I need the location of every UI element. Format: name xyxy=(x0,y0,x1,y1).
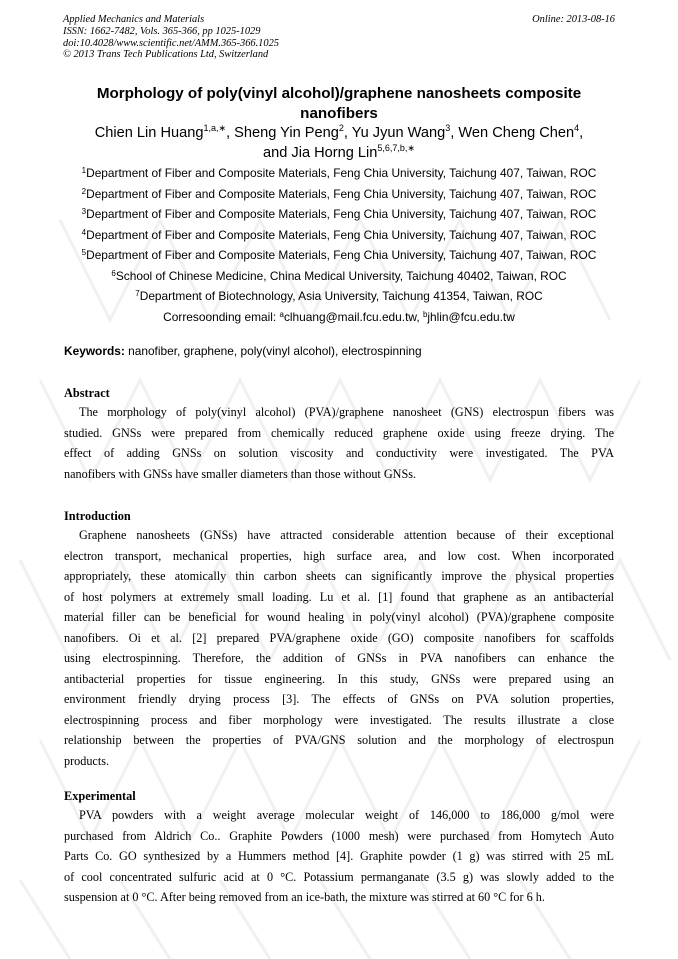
text-line: effect of adding GNSs on solution viscosity and conductivity were investigated. The PVA xyxy=(64,446,614,460)
text-line: Parts Co. GO synthesized by a Hummers method [4]. Graphite powder (1 g) was stirred with 25 mL xyxy=(64,849,614,863)
affiliation-text: Department of Biotechnology, Asia University, Taichung 41354, Taiwan, ROC xyxy=(139,289,543,303)
affiliation-text: Department of Fiber and Composite Materials, Feng Chia University, Taichung 407, Taiwan, ROC xyxy=(86,207,597,221)
affiliation xyxy=(64,286,614,307)
text-line: suspension at 0 °C. After being removed from an ice-bath, the mixture was stirred at 60 °C for 6 h. xyxy=(64,890,545,904)
keywords-line xyxy=(64,344,422,358)
journal-name: Applied Mechanics and Materials xyxy=(63,14,205,25)
issn-line: ISSN: 1662-7482, Vols. 365-366, pp 1025-1029 xyxy=(63,25,261,37)
affiliation-number: 5 xyxy=(81,248,87,257)
affiliation-list xyxy=(64,163,614,327)
text-line: Graphene nanosheets (GNSs) have attracted considerable attention because of their exceptional xyxy=(79,528,614,542)
author-marker: 4 xyxy=(574,123,580,133)
text-line: studied. GNSs were prepared from chemically reduced graphene oxide using freeze drying. The xyxy=(64,425,614,440)
affiliation-text: Department of Fiber and Composite Materials, Feng Chia University, Taichung 407, Taiwan, ROC xyxy=(86,166,597,180)
author-marker: 3 xyxy=(445,123,451,133)
affiliation xyxy=(64,266,614,287)
abstract-heading: Abstract xyxy=(64,386,110,400)
title-line-1: Morphology of poly(vinyl alcohol)/graphene nanosheets composite xyxy=(96,85,582,102)
affiliation xyxy=(64,204,614,225)
affiliation-number: 2 xyxy=(81,186,87,196)
text-line: nanofibers. Oi et al. [2] prepared PVA/graphene oxide (GO) composite nanofibers for scaffolds xyxy=(64,630,614,645)
online-date: Online: 2013-08-16 xyxy=(532,14,615,25)
text-line: relationship between the properties of PVA/GNS solution and the morphology of electrospun xyxy=(64,733,614,747)
text-line: electrospinning process and fiber morphology were investigated. The results illustrate a close xyxy=(64,712,614,727)
author-line-2 xyxy=(64,143,614,163)
author-separator: , xyxy=(579,125,584,141)
author-name: , Yu Jyun Wang xyxy=(343,125,446,141)
keywords-text: nanofiber, graphene, poly(vinyl alcohol), electrospinning xyxy=(124,344,422,358)
email-marker: b xyxy=(422,309,428,319)
text-line: material filler can be beneficial for wound healing in poly(vinyl alcohol) (PVA)/graphene composite xyxy=(64,610,614,624)
corresponding-email xyxy=(64,307,614,328)
text-line: appropriately, these atomically thin carbon sheets can significantly improve the physical properties xyxy=(64,569,614,583)
text-line: of cool concentrated sulfuric acid at 0 °C. Potassium permanganate (3.5 g) was slowly added to the xyxy=(64,869,614,884)
abstract-body xyxy=(64,402,614,484)
email-marker: a xyxy=(279,309,284,319)
affiliation-number: 6 xyxy=(111,268,116,278)
text-line: electron transport, mechanical properties, high surface area, and low cost. When incorporated xyxy=(64,548,614,563)
author-marker: 1,a,∗ xyxy=(203,123,227,133)
affiliation xyxy=(64,225,614,246)
keywords-label: Keywords: xyxy=(64,344,125,358)
author-name: Chien Lin Huang xyxy=(94,125,204,141)
affiliation-number: 1 xyxy=(81,166,87,175)
affiliation-number: 7 xyxy=(135,289,140,298)
author-marker: 2 xyxy=(338,123,344,133)
affiliation xyxy=(64,163,614,184)
text-line: products. xyxy=(64,753,110,768)
affiliation xyxy=(64,245,614,266)
email-address-b[interactable]: jhlin@fcu.edu.tw xyxy=(427,309,515,324)
author-marker: 5,6,7,b,∗ xyxy=(377,143,415,153)
copyright-line: © 2013 Trans Tech Publications Ltd, Switzerland xyxy=(63,49,269,61)
text-line: nanofibers with GNSs have smaller diameters than those without GNSs. xyxy=(64,466,417,481)
experimental-heading: Experimental xyxy=(64,789,136,803)
author-name: , Sheng Yin Peng xyxy=(226,125,339,141)
text-line: environment friendly drying process [3]. The effects of GNSs on PVA solution properties, xyxy=(64,692,614,706)
author-name: and Jia Horng Lin xyxy=(263,145,378,161)
text-line: The morphology of poly(vinyl alcohol) (PVA)/graphene nanosheet (GNS) electrospun fibers was xyxy=(79,405,614,419)
author-name: , Wen Cheng Chen xyxy=(450,125,575,141)
text-line: of host polymers at extremely small loading. Lu et al. [1] found that graphene as an antibacterial xyxy=(64,589,614,604)
affiliation-text: Department of Fiber and Composite Materials, Feng Chia University, Taichung 407, Taiwan, ROC xyxy=(86,186,597,201)
text-line: PVA powders with a weight average molecular weight of 146,000 to 186,000 g/mol were xyxy=(79,808,614,822)
doi-line: doi:10.4028/www.scientific.net/AMM.365-366.1025 xyxy=(63,37,279,49)
text-line: using electrospinning. Therefore, the addition of GNSs in PVA nanofibers can enhance the xyxy=(64,651,614,665)
introduction-body xyxy=(64,525,614,771)
author-list xyxy=(64,123,614,163)
email-address-a[interactable]: clhuang@mail.fcu.edu.tw, xyxy=(283,309,423,324)
affiliation-text: Department of Fiber and Composite Materials, Feng Chia University, Taichung 407, Taiwan, ROC xyxy=(86,248,597,262)
affiliation xyxy=(64,184,614,205)
text-line: purchased from Aldrich Co.. Graphite Powders (1000 mesh) were purchased from Homytech Auto xyxy=(64,828,614,843)
affiliation-text: Department of Fiber and Composite Materials, Feng Chia University, Taichung 407, Taiwan, ROC xyxy=(86,227,597,242)
journal-header xyxy=(63,14,279,61)
text-line: antibacterial properties for tissue engineering. In this study, GNSs were prepared using an xyxy=(64,671,614,686)
author-line-1 xyxy=(64,123,614,143)
experimental-body xyxy=(64,805,614,908)
title-line-2: nanofibers xyxy=(300,104,378,122)
affiliation-text: School of Chinese Medicine, China Medical University, Taichung 40402, Taiwan, ROC xyxy=(115,268,567,283)
introduction-heading: Introduction xyxy=(64,509,131,523)
affiliation-number: 4 xyxy=(81,227,87,237)
email-prefix: Corresoonding email: xyxy=(163,309,280,324)
paper-title xyxy=(64,84,614,123)
affiliation-number: 3 xyxy=(81,207,87,216)
